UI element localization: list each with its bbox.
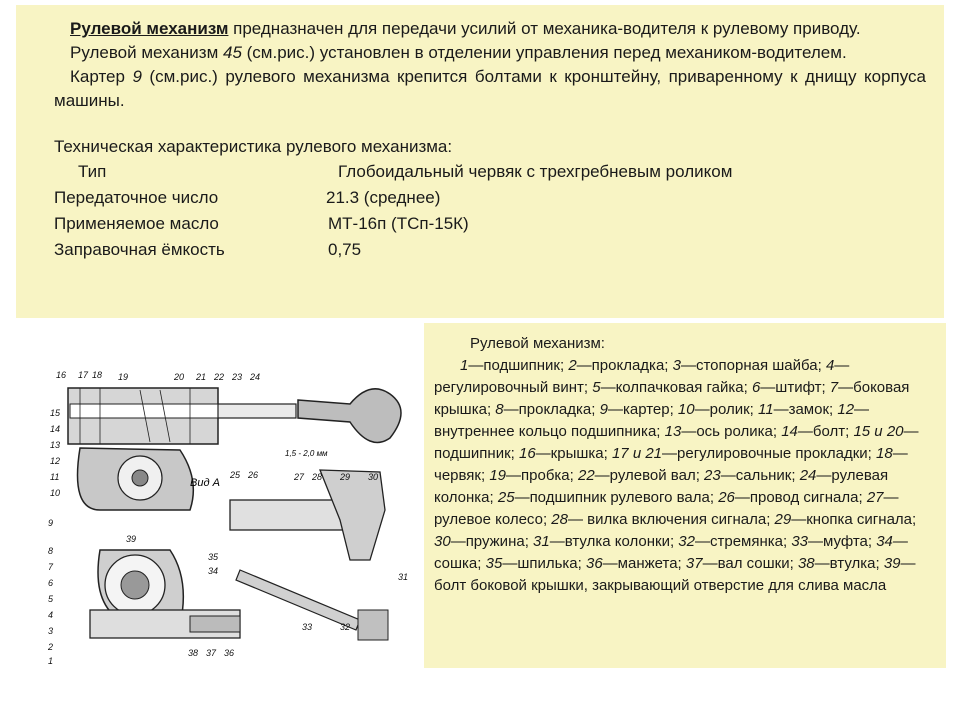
legend-number: 28 [551,511,568,528]
spec-value: МТ-16п (ТСп-15К) [328,214,469,233]
paragraph-purpose: Рулевой механизм предназначен для передачи усилий от механика-водителя к рулевому приводу. [70,19,861,38]
callout-30: 30 [368,472,379,482]
legend-item-text: —прокладка; [503,401,600,418]
legend-number: 35 [485,555,503,572]
legend-item-text: —подшипник рулевого вала; [514,489,719,506]
callout-9: 9 [48,518,54,528]
callout-38: 38 [188,648,199,658]
callout-25: 25 [230,470,241,480]
legend-number: 4 [825,357,835,374]
spec-value: 0,75 [328,240,362,259]
callout-16: 16 [56,370,67,380]
legend-number: 18 [876,445,893,462]
legend-number: 11 [758,401,774,418]
callout-12: 12 [50,456,61,466]
callout-39: 39 [126,534,137,544]
callout-20: 20 [174,372,185,382]
legend-item-text: —кнопка сигнала; [791,511,917,528]
callout-34: 34 [208,566,219,576]
callout-17: 17 [78,370,89,380]
spec-label: Применяемое масло [54,214,219,233]
legend-item-text: —болт; [797,423,854,440]
legend-number: 37 [685,555,703,572]
legend-number: 32 [678,533,695,550]
legend-number: 5 [592,379,601,396]
steering-mechanism-drawing [40,360,420,670]
callout-5: 5 [48,594,54,604]
callout-14: 14 [50,424,61,434]
callout-1: 1 [48,656,54,666]
callout-22: 22 [214,372,225,382]
spec-row-oil [54,211,926,237]
callout-4: 4 [48,610,54,620]
legend-item-text: — вилка включения сигнала; [567,511,775,528]
legend-number: 15 и 20 [853,423,904,440]
callout-24: 24 [250,372,261,382]
callout-36: 36 [224,648,235,658]
callout-33: 33 [302,622,313,632]
paragraph-location: Рулевой механизм 45 (см.рис.) установлен в отделении управления перед механиком-водителем. [70,43,847,62]
callout-18: 18 [92,370,103,380]
legend-number: 31 [533,533,550,550]
legend-item-text: —внутреннее кольцо подшипника; [434,401,870,440]
legend-number: 14 [781,423,798,440]
legend-item-text: —крышка; [535,445,612,462]
steering-shaft [218,404,296,418]
callout-6: 6 [48,578,54,588]
legend-item-text: —болт боковой крышки, закрывающий отверстие для слива масла [434,555,916,594]
legend-number: 25 [497,489,515,506]
legend-number: 22 [577,467,595,484]
callout-23: 23 [232,372,243,382]
legend-item-text: —штифт; [760,379,830,396]
legend-number: 9 [599,401,608,418]
legend-number: 3 [672,357,681,374]
callout-15: 15 [50,408,61,418]
legend-number: 29 [774,511,792,528]
legend-text [434,355,934,597]
description-panel [16,5,944,318]
spec-value: Глобоидальный червяк с трехгребневым роликом [338,162,733,181]
legend-number: 16 [518,445,536,462]
pitman-arm [236,570,360,630]
legend-number: 27 [866,489,884,506]
legend-item-text: —ось ролика; [681,423,782,440]
legend-number: 6 [751,379,761,396]
legend-number: 17 и 21 [611,445,663,462]
callout-27: 27 [294,472,305,482]
legend-number: 33 [791,533,809,550]
legend-number: 39 [883,555,901,572]
legend-number: 36 [585,555,603,572]
callout-35: 35 [208,552,219,562]
steering-wheel-hub [298,389,401,443]
legend-item-text: —пробка; [506,467,578,484]
legend-number: 8 [495,401,504,418]
callout-3: 3 [48,626,54,636]
legend-item-text: —рулевой вал; [594,467,705,484]
callout-21: 21 [196,372,207,382]
legend-item-text: —замок; [773,401,838,418]
legend-item-text: —стопорная шайба; [680,357,826,374]
callout-19: 19 [118,372,129,382]
technical-drawing-svg [40,360,420,670]
legend-item-text: —червяк; [434,445,908,484]
legend-item-text: —рулевое колесо; [434,489,899,528]
spec-row-ratio [54,185,926,211]
specs-title: Техническая характеристика рулевого механизма: [54,137,453,156]
legend-item-text: —подшипник; [434,423,919,462]
callout-32: 32 [340,622,351,632]
legend-item-text: —втулка колонки; [549,533,679,550]
legend-item-text: —регулировочный винт; [434,357,850,396]
legend-number: 2 [568,357,577,374]
callout-26: 26 [248,470,259,480]
legend-item-text: —пружина; [450,533,534,550]
paragraph-mounting: Картер 9 (см.рис.) рулевого механизма крепится болтами к кронштейну, приваренному к днищу корпуса машины. [54,67,926,110]
legend-number: 19 [489,467,507,484]
callout-7: 7 [48,562,54,572]
legend-number: 23 [704,467,721,484]
legend-number: 13 [664,423,682,440]
callout-37: 37 [206,648,217,658]
callout-2: 2 [48,642,54,652]
legend-number: 26 [718,489,735,506]
callout-13: 13 [50,440,61,450]
spec-row-type [54,159,926,185]
legend-number: 24 [799,467,817,484]
legend-number: 30 [434,533,451,550]
legend-item-text: —боковая крышка; [434,379,910,418]
spec-label: Тип [78,162,107,181]
legend-item-text: —муфта; [808,533,877,550]
legend-item-text: —картер; [607,401,678,418]
legend-item-text: —сошка; [434,533,908,572]
legend-item-text: —подшипник; [468,357,569,374]
callout-29: 29 [340,472,351,482]
callout-28: 28 [312,472,323,482]
legend-number: 38 [797,555,815,572]
legend-item-text: —втулка; [814,555,884,572]
spec-label: Заправочная ёмкость [54,240,225,259]
legend-item-text: —регулировочные прокладки; [662,445,877,462]
view-label: Вид А [190,477,220,489]
legend-item-text: —колпачковая гайка; [600,379,752,396]
term-steering-mechanism: Рулевой механизм [70,19,229,38]
legend-item-text: —манжета; [602,555,686,572]
legend-item-text: —ролик; [694,401,758,418]
legend-item-text: —шпилька; [502,555,586,572]
legend-item-text: —провод сигнала; [734,489,867,506]
callout-10: 10 [50,488,61,498]
legend-number: 34 [876,533,893,550]
legend-item-text: —стремянка; [694,533,792,550]
spec-label: Передаточное число [54,188,219,207]
legend-number: 10 [677,401,695,418]
legend-item-text: —вал сошки; [702,555,798,572]
legend-number: 12 [837,401,855,418]
legend-number: 7 [829,379,839,396]
callout-11: 11 [50,472,60,482]
legend-panel [424,323,946,668]
spec-row-capacity [54,237,926,263]
legend-item-text: —рулевая колонка; [434,467,889,506]
callout-31: 31 [398,572,409,582]
legend-item-text: —прокладка; [576,357,673,374]
legend-title: Рулевой механизм: [470,335,605,352]
dimension-label: 1,5 - 2,0 мм [285,449,328,458]
spec-value: 21.3 (среднее) [326,188,441,207]
callout-8: 8 [48,546,54,556]
legend-item-text: —сальник; [720,467,800,484]
legend-number: 1 [460,357,469,374]
